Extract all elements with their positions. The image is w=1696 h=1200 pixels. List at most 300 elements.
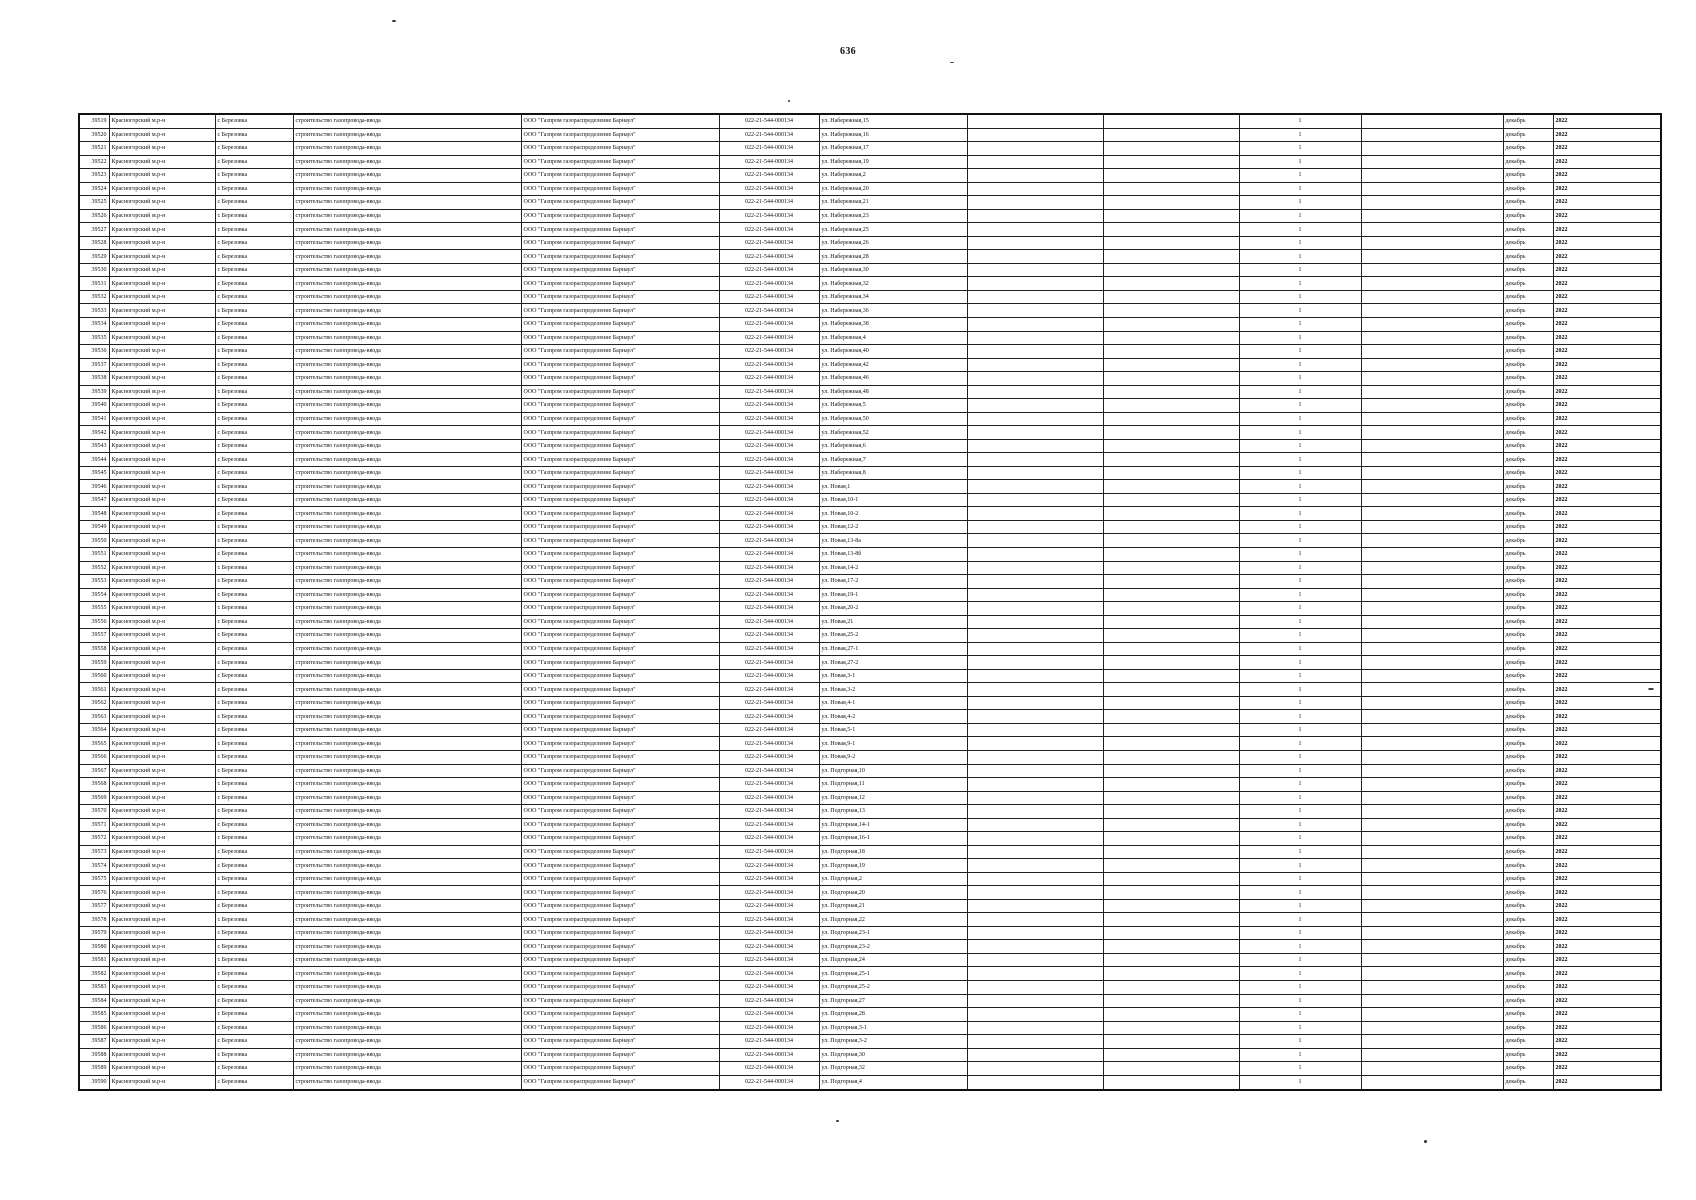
row-number: 39579 [79, 926, 109, 940]
settlement-cell: с Березовка [215, 791, 293, 805]
code-cell: 022-21-544-000134 [719, 317, 819, 331]
quantity-cell: 1 [1239, 696, 1361, 710]
month-cell: декабрь [1503, 277, 1553, 291]
row-number: 39545 [79, 466, 109, 480]
row-number: 39529 [79, 250, 109, 264]
code-cell: 022-21-544-000134 [719, 520, 819, 534]
year-cell: 2022 [1553, 263, 1661, 277]
organization-cell: ООО "Газпром газораспределение Барнаул" [521, 1062, 719, 1076]
empty-cell [1361, 223, 1503, 237]
empty-cell [1361, 209, 1503, 223]
row-number: 39557 [79, 629, 109, 643]
empty-cell [1103, 1008, 1239, 1022]
table-row [79, 723, 1661, 737]
organization-cell: ООО "Газпром газораспределение Барнаул" [521, 331, 719, 345]
code-cell: 022-21-544-000134 [719, 263, 819, 277]
organization-cell: ООО "Газпром газораспределение Барнаул" [521, 818, 719, 832]
quantity-cell: 1 [1239, 710, 1361, 724]
table-row [79, 182, 1661, 196]
code-cell: 022-21-544-000134 [719, 480, 819, 494]
district-cell: Красногорский м.р-н [109, 290, 215, 304]
code-cell: 022-21-544-000134 [719, 994, 819, 1008]
organization-cell: ООО "Газпром газораспределение Барнаул" [521, 886, 719, 900]
settlement-cell: с Березовка [215, 602, 293, 616]
organization-cell: ООО "Газпром газораспределение Барнаул" [521, 1021, 719, 1035]
organization-cell: ООО "Газпром газораспределение Барнаул" [521, 250, 719, 264]
address-cell: ул. Подгорная,11 [819, 778, 967, 792]
scan-speck [836, 1120, 839, 1122]
empty-cell [1103, 899, 1239, 913]
month-cell: декабрь [1503, 1062, 1553, 1076]
work-type-cell: строительство газопровода-ввода [293, 250, 521, 264]
quantity-cell: 1 [1239, 791, 1361, 805]
settlement-cell: с Березовка [215, 737, 293, 751]
organization-cell: ООО "Газпром газораспределение Барнаул" [521, 1035, 719, 1049]
district-cell: Красногорский м.р-н [109, 385, 215, 399]
table-row [79, 818, 1661, 832]
code-cell: 022-21-544-000134 [719, 818, 819, 832]
month-cell: декабрь [1503, 1048, 1553, 1062]
quantity-cell: 1 [1239, 1035, 1361, 1049]
year-cell: 2022 [1553, 737, 1661, 751]
empty-cell [1103, 845, 1239, 859]
district-cell: Красногорский м.р-н [109, 507, 215, 521]
empty-cell [1103, 317, 1239, 331]
empty-cell [967, 493, 1103, 507]
address-cell: ул. Новая,19-1 [819, 588, 967, 602]
month-cell: декабрь [1503, 290, 1553, 304]
table-row [79, 236, 1661, 250]
year-cell: 2022 [1553, 723, 1661, 737]
empty-cell [1361, 385, 1503, 399]
organization-cell: ООО "Газпром газораспределение Барнаул" [521, 845, 719, 859]
year-cell: 2022 [1553, 602, 1661, 616]
month-cell: декабрь [1503, 913, 1553, 927]
code-cell: 022-21-544-000134 [719, 750, 819, 764]
row-number: 39527 [79, 223, 109, 237]
work-type-cell: строительство газопровода-ввода [293, 737, 521, 751]
empty-cell [1103, 385, 1239, 399]
work-type-cell: строительство газопровода-ввода [293, 196, 521, 210]
organization-cell: ООО "Газпром газораспределение Барнаул" [521, 304, 719, 318]
district-cell: Красногорский м.р-н [109, 196, 215, 210]
row-number: 39541 [79, 412, 109, 426]
month-cell: декабрь [1503, 480, 1553, 494]
settlement-cell: с Березовка [215, 899, 293, 913]
table-row [79, 1048, 1661, 1062]
code-cell: 022-21-544-000134 [719, 453, 819, 467]
empty-cell [1103, 534, 1239, 548]
month-cell: декабрь [1503, 940, 1553, 954]
code-cell: 022-21-544-000134 [719, 953, 819, 967]
quantity-cell: 1 [1239, 412, 1361, 426]
code-cell: 022-21-544-000134 [719, 1021, 819, 1035]
table-row [79, 493, 1661, 507]
address-cell: ул. Новая,5-1 [819, 723, 967, 737]
month-cell: декабрь [1503, 223, 1553, 237]
district-cell: Красногорский м.р-н [109, 345, 215, 359]
table-row [79, 223, 1661, 237]
organization-cell: ООО "Газпром газораспределение Барнаул" [521, 345, 719, 359]
organization-cell: ООО "Газпром газораспределение Барнаул" [521, 750, 719, 764]
code-cell: 022-21-544-000134 [719, 426, 819, 440]
organization-cell: ООО "Газпром газораспределение Барнаул" [521, 236, 719, 250]
work-type-cell: строительство газопровода-ввода [293, 1048, 521, 1062]
table-row [79, 1075, 1661, 1090]
code-cell: 022-21-544-000134 [719, 548, 819, 562]
empty-cell [1361, 913, 1503, 927]
empty-cell [1103, 1075, 1239, 1090]
district-cell: Красногорский м.р-н [109, 940, 215, 954]
row-number: 39581 [79, 953, 109, 967]
table-row [79, 507, 1661, 521]
code-cell: 022-21-544-000134 [719, 710, 819, 724]
year-cell: 2022 [1553, 534, 1661, 548]
organization-cell: ООО "Газпром газораспределение Барнаул" [521, 669, 719, 683]
organization-cell: ООО "Газпром газораспределение Барнаул" [521, 940, 719, 954]
month-cell: декабрь [1503, 385, 1553, 399]
table-row [79, 886, 1661, 900]
organization-cell: ООО "Газпром газораспределение Барнаул" [521, 981, 719, 995]
work-type-cell: строительство газопровода-ввода [293, 994, 521, 1008]
district-cell: Красногорский м.р-н [109, 169, 215, 183]
empty-cell [1361, 723, 1503, 737]
organization-cell: ООО "Газпром газораспределение Барнаул" [521, 899, 719, 913]
empty-cell [967, 128, 1103, 142]
settlement-cell: с Березовка [215, 886, 293, 900]
code-cell: 022-21-544-000134 [719, 534, 819, 548]
row-number: 39555 [79, 602, 109, 616]
row-number: 39542 [79, 426, 109, 440]
empty-cell [967, 304, 1103, 318]
year-cell: 2022 [1553, 859, 1661, 873]
organization-cell: ООО "Газпром газораспределение Барнаул" [521, 114, 719, 128]
empty-cell [1103, 345, 1239, 359]
month-cell: декабрь [1503, 778, 1553, 792]
empty-cell [1103, 710, 1239, 724]
empty-cell [967, 615, 1103, 629]
month-cell: декабрь [1503, 575, 1553, 589]
month-cell: декабрь [1503, 926, 1553, 940]
empty-cell [1361, 277, 1503, 291]
table-row [79, 155, 1661, 169]
settlement-cell: с Березовка [215, 439, 293, 453]
empty-cell [1103, 507, 1239, 521]
work-type-cell: строительство газопровода-ввода [293, 629, 521, 643]
empty-cell [967, 805, 1103, 819]
row-number: 39570 [79, 805, 109, 819]
empty-cell [967, 967, 1103, 981]
empty-cell [1103, 466, 1239, 480]
empty-cell [967, 818, 1103, 832]
district-cell: Красногорский м.р-н [109, 1035, 215, 1049]
empty-cell [1361, 764, 1503, 778]
empty-cell [967, 277, 1103, 291]
quantity-cell: 1 [1239, 385, 1361, 399]
year-cell: 2022 [1553, 1021, 1661, 1035]
year-cell: 2022 [1553, 845, 1661, 859]
work-type-cell: строительство газопровода-ввода [293, 750, 521, 764]
row-number: 39562 [79, 696, 109, 710]
year-cell: 2022 [1553, 561, 1661, 575]
settlement-cell: с Березовка [215, 128, 293, 142]
organization-cell: ООО "Газпром газораспределение Барнаул" [521, 629, 719, 643]
quantity-cell: 1 [1239, 1021, 1361, 1035]
quantity-cell: 1 [1239, 209, 1361, 223]
settlement-cell: с Березовка [215, 263, 293, 277]
district-cell: Красногорский м.р-н [109, 142, 215, 156]
organization-cell: ООО "Газпром газораспределение Барнаул" [521, 372, 719, 386]
settlement-cell: с Березовка [215, 723, 293, 737]
district-cell: Красногорский м.р-н [109, 778, 215, 792]
empty-cell [1361, 196, 1503, 210]
empty-cell [1103, 372, 1239, 386]
empty-cell [1103, 114, 1239, 128]
settlement-cell: с Березовка [215, 209, 293, 223]
organization-cell: ООО "Газпром газораспределение Барнаул" [521, 453, 719, 467]
table-row [79, 913, 1661, 927]
empty-cell [1103, 913, 1239, 927]
year-cell: 2022 [1553, 236, 1661, 250]
work-type-cell: строительство газопровода-ввода [293, 899, 521, 913]
settlement-cell: с Березовка [215, 669, 293, 683]
row-number: 39521 [79, 142, 109, 156]
row-number: 39589 [79, 1062, 109, 1076]
address-cell: ул. Набережная,28 [819, 250, 967, 264]
settlement-cell: с Березовка [215, 196, 293, 210]
address-cell: ул. Набережная,42 [819, 358, 967, 372]
address-cell: ул. Подгорная,24 [819, 953, 967, 967]
settlement-cell: с Березовка [215, 913, 293, 927]
table-row [79, 561, 1661, 575]
year-cell: 2022 [1553, 967, 1661, 981]
table-row [79, 385, 1661, 399]
table-row [79, 196, 1661, 210]
work-type-cell: строительство газопровода-ввода [293, 1062, 521, 1076]
empty-cell [1361, 656, 1503, 670]
empty-cell [967, 480, 1103, 494]
code-cell: 022-21-544-000134 [719, 399, 819, 413]
district-cell: Красногорский м.р-н [109, 358, 215, 372]
address-cell: ул. Набережная,17 [819, 142, 967, 156]
empty-cell [1103, 656, 1239, 670]
empty-cell [1103, 128, 1239, 142]
work-type-cell: строительство газопровода-ввода [293, 534, 521, 548]
month-cell: декабрь [1503, 142, 1553, 156]
empty-cell [967, 155, 1103, 169]
month-cell: декабрь [1503, 872, 1553, 886]
table-row [79, 710, 1661, 724]
district-cell: Красногорский м.р-н [109, 277, 215, 291]
address-cell: ул. Набережная,16 [819, 128, 967, 142]
settlement-cell: с Березовка [215, 290, 293, 304]
organization-cell: ООО "Газпром газораспределение Барнаул" [521, 507, 719, 521]
row-number: 39569 [79, 791, 109, 805]
quantity-cell: 1 [1239, 588, 1361, 602]
table-row [79, 764, 1661, 778]
code-cell: 022-21-544-000134 [719, 290, 819, 304]
district-cell: Красногорский м.р-н [109, 791, 215, 805]
district-cell: Красногорский м.р-н [109, 128, 215, 142]
district-cell: Красногорский м.р-н [109, 805, 215, 819]
month-cell: декабрь [1503, 845, 1553, 859]
work-type-cell: строительство газопровода-ввода [293, 832, 521, 846]
empty-cell [967, 345, 1103, 359]
quantity-cell: 1 [1239, 480, 1361, 494]
empty-cell [1361, 317, 1503, 331]
year-cell: 2022 [1553, 114, 1661, 128]
quantity-cell: 1 [1239, 345, 1361, 359]
month-cell: декабрь [1503, 696, 1553, 710]
quantity-cell: 1 [1239, 196, 1361, 210]
empty-cell [1103, 236, 1239, 250]
table-row [79, 832, 1661, 846]
work-type-cell: строительство газопровода-ввода [293, 845, 521, 859]
work-type-cell: строительство газопровода-ввода [293, 886, 521, 900]
empty-cell [967, 196, 1103, 210]
settlement-cell: с Березовка [215, 683, 293, 697]
year-cell: 2022 [1553, 981, 1661, 995]
work-type-cell: строительство газопровода-ввода [293, 128, 521, 142]
district-cell: Красногорский м.р-н [109, 250, 215, 264]
empty-cell [967, 331, 1103, 345]
code-cell: 022-21-544-000134 [719, 155, 819, 169]
empty-cell [967, 263, 1103, 277]
empty-cell [1361, 182, 1503, 196]
district-cell: Красногорский м.р-н [109, 575, 215, 589]
year-cell: 2022 [1553, 886, 1661, 900]
district-cell: Красногорский м.р-н [109, 412, 215, 426]
row-number: 39537 [79, 358, 109, 372]
table-row [79, 114, 1661, 128]
month-cell: декабрь [1503, 683, 1553, 697]
organization-cell: ООО "Газпром газораспределение Барнаул" [521, 263, 719, 277]
empty-cell [967, 683, 1103, 697]
work-type-cell: строительство газопровода-ввода [293, 412, 521, 426]
address-cell: ул. Подгорная,28 [819, 1008, 967, 1022]
work-type-cell: строительство газопровода-ввода [293, 859, 521, 873]
code-cell: 022-21-544-000134 [719, 642, 819, 656]
code-cell: 022-21-544-000134 [719, 182, 819, 196]
address-cell: ул. Подгорная,13 [819, 805, 967, 819]
row-number: 39572 [79, 832, 109, 846]
row-number: 39548 [79, 507, 109, 521]
quantity-cell: 1 [1239, 114, 1361, 128]
organization-cell: ООО "Газпром газораспределение Барнаул" [521, 290, 719, 304]
month-cell: декабрь [1503, 182, 1553, 196]
table-row [79, 967, 1661, 981]
organization-cell: ООО "Газпром газораспределение Барнаул" [521, 683, 719, 697]
work-type-cell: строительство газопровода-ввода [293, 818, 521, 832]
row-number: 39522 [79, 155, 109, 169]
row-number: 39523 [79, 169, 109, 183]
empty-cell [1103, 520, 1239, 534]
district-cell: Красногорский м.р-н [109, 764, 215, 778]
year-cell: 2022 [1553, 710, 1661, 724]
empty-cell [1103, 169, 1239, 183]
code-cell: 022-21-544-000134 [719, 331, 819, 345]
settlement-cell: с Березовка [215, 642, 293, 656]
empty-cell [1361, 358, 1503, 372]
address-cell: ул. Новая,3-2 [819, 683, 967, 697]
year-cell: 2022 [1553, 250, 1661, 264]
empty-cell [967, 426, 1103, 440]
address-cell: ул. Новая,13-8а [819, 534, 967, 548]
work-type-cell: строительство газопровода-ввода [293, 575, 521, 589]
quantity-cell: 1 [1239, 575, 1361, 589]
quantity-cell: 1 [1239, 439, 1361, 453]
code-cell: 022-21-544-000134 [719, 223, 819, 237]
table-row [79, 926, 1661, 940]
table-row [79, 805, 1661, 819]
month-cell: декабрь [1503, 791, 1553, 805]
table-row [79, 859, 1661, 873]
address-cell: ул. Подгорная,2 [819, 872, 967, 886]
empty-cell [1103, 304, 1239, 318]
row-number: 39574 [79, 859, 109, 873]
year-cell: 2022 [1553, 412, 1661, 426]
empty-cell [1103, 859, 1239, 873]
year-cell: 2022 [1553, 358, 1661, 372]
address-cell: ул. Новая,10-2 [819, 507, 967, 521]
work-type-cell: строительство газопровода-ввода [293, 967, 521, 981]
table-row [79, 453, 1661, 467]
organization-cell: ООО "Газпром газораспределение Барнаул" [521, 656, 719, 670]
table-row [79, 669, 1661, 683]
address-cell: ул. Подгорная,19 [819, 859, 967, 873]
table-row [79, 263, 1661, 277]
quantity-cell: 1 [1239, 845, 1361, 859]
code-cell: 022-21-544-000134 [719, 439, 819, 453]
empty-cell [1103, 1021, 1239, 1035]
year-cell: 2022 [1553, 169, 1661, 183]
work-type-cell: строительство газопровода-ввода [293, 615, 521, 629]
organization-cell: ООО "Газпром газораспределение Барнаул" [521, 142, 719, 156]
code-cell: 022-21-544-000134 [719, 1008, 819, 1022]
year-cell: 2022 [1553, 926, 1661, 940]
empty-cell [1361, 399, 1503, 413]
work-type-cell: строительство газопровода-ввода [293, 656, 521, 670]
work-type-cell: строительство газопровода-ввода [293, 169, 521, 183]
work-type-cell: строительство газопровода-ввода [293, 263, 521, 277]
row-number: 39587 [79, 1035, 109, 1049]
empty-cell [967, 872, 1103, 886]
settlement-cell: с Березовка [215, 399, 293, 413]
quantity-cell: 1 [1239, 981, 1361, 995]
year-cell: 2022 [1553, 223, 1661, 237]
empty-cell [1103, 575, 1239, 589]
work-type-cell: строительство газопровода-ввода [293, 548, 521, 562]
empty-cell [1103, 277, 1239, 291]
organization-cell: ООО "Газпром газораспределение Барнаул" [521, 805, 719, 819]
year-cell: 2022 [1553, 439, 1661, 453]
work-type-cell: строительство газопровода-ввода [293, 453, 521, 467]
settlement-cell: с Березовка [215, 750, 293, 764]
table-row [79, 940, 1661, 954]
year-cell: 2022 [1553, 142, 1661, 156]
code-cell: 022-21-544-000134 [719, 764, 819, 778]
address-cell: ул. Новая,27-1 [819, 642, 967, 656]
quantity-cell: 1 [1239, 629, 1361, 643]
table-row [79, 412, 1661, 426]
row-number: 39551 [79, 548, 109, 562]
code-cell: 022-21-544-000134 [719, 385, 819, 399]
work-type-cell: строительство газопровода-ввода [293, 358, 521, 372]
code-cell: 022-21-544-000134 [719, 778, 819, 792]
district-cell: Красногорский м.р-н [109, 236, 215, 250]
empty-cell [1103, 412, 1239, 426]
code-cell: 022-21-544-000134 [719, 142, 819, 156]
